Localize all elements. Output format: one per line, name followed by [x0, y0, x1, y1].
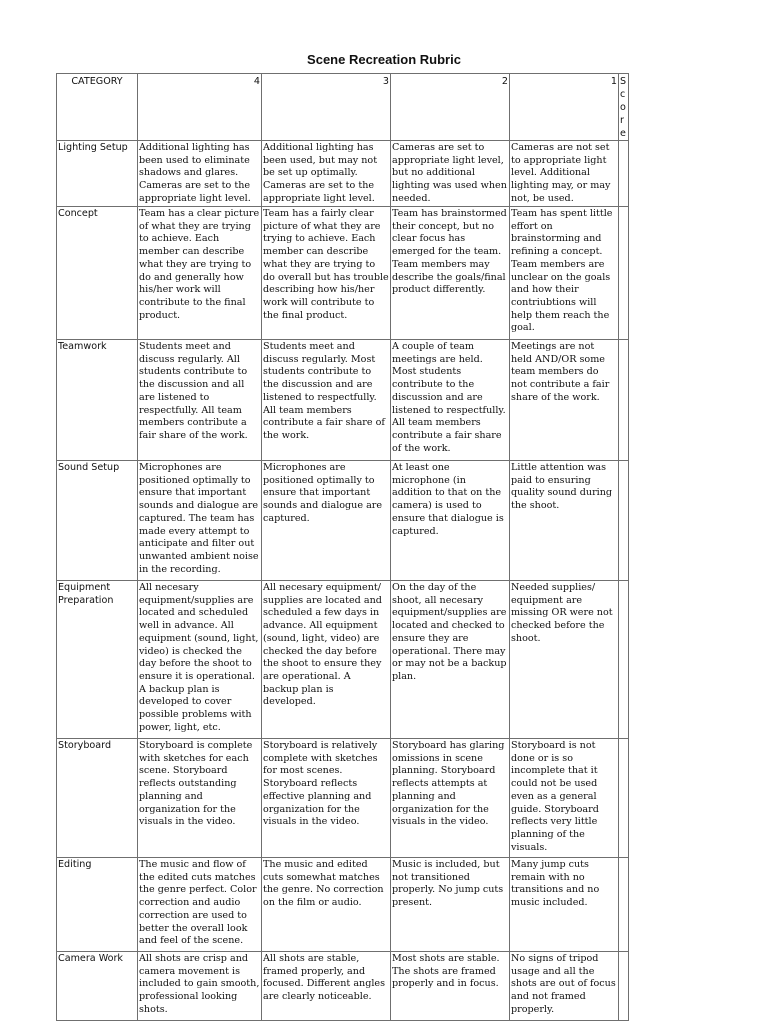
cell-level-3: Team has a fairly clear picture of what they are trying to achieve. Each member can describe what they are trying to do overall but has trouble describing how his/her work will contribute to the final product.	[262, 207, 391, 340]
score-cell[interactable]	[619, 739, 629, 858]
cell-level-2: On the day of the shoot, all necesary equipment/supplies are located and checked to ensure they are operational. There may or may not be a backup plan.	[391, 581, 510, 739]
header-score-1: 1	[510, 74, 619, 141]
cell-level-1: No signs of tripod usage and all the shots are out of focus and not framed properly.	[510, 952, 619, 1021]
score-cell[interactable]	[619, 858, 629, 952]
table-row	[57, 141, 629, 207]
cell-level-1: Meetings are not held AND/OR some team members do not contribute a fair share of the work.	[510, 340, 619, 461]
cell-level-4: The music and flow of the edited cuts matches the genre perfect. Color correction and audio correction are used to better the overall look and feel of the scene.	[138, 858, 262, 952]
table-row	[57, 207, 629, 340]
cell-level-4: Students meet and discuss regularly. All students contribute to the discussion and all are listened to respectfully. All team members contribute a fair share of the work.	[138, 340, 262, 461]
cell-level-2: A couple of team meetings are held. Most students contribute to the discussion and are listened to respectfully. All team members contribute a fair share of the work.	[391, 340, 510, 461]
score-cell[interactable]	[619, 207, 629, 340]
page-title: Scene Recreation Rubric	[307, 52, 461, 67]
header-score-2: 2	[391, 74, 510, 141]
cell-level-3: Additional lighting has been used, but may not be set up optimally. Cameras are set to the appropriate light level.	[262, 141, 391, 207]
score-cell[interactable]	[619, 581, 629, 739]
cell-level-3: All shots are stable, framed properly, and focused. Different angles are clearly noticeable.	[262, 952, 391, 1021]
cell-level-1: Many jump cuts remain with no transitions and no music included.	[510, 858, 619, 952]
cell-level-1: Team has spent little effort on brainstorming and refining a concept. Team members are unclear on the goals and how their contriubtions will help them reach the goal.	[510, 207, 619, 340]
row-category: Camera Work	[57, 952, 138, 1021]
cell-level-1: Little attention was paid to ensuring quality sound during the shoot.	[510, 461, 619, 581]
rubric-table	[56, 73, 629, 1021]
cell-level-1: Storyboard is not done or is so incomplete that it could not be used even as a general guide. Storyboard reflects very little planning of the visuals.	[510, 739, 619, 858]
cell-level-4: All shots are crisp and camera movement is included to gain smooth, professional looking shots.	[138, 952, 262, 1021]
cell-level-1: Cameras are not set to appropriate light level. Additional lighting may, or may not, be used.	[510, 141, 619, 207]
row-category: Sound Setup	[57, 461, 138, 581]
cell-level-4: Storyboard is complete with sketches for each scene. Storyboard reflects outstanding planning and organization for the visuals in the video.	[138, 739, 262, 858]
table-row	[57, 340, 629, 461]
header-category: CATEGORY	[57, 74, 138, 141]
cell-level-4: Additional lighting has been used to eliminate shadows and glares. Cameras are set to the appropriate light level.	[138, 141, 262, 207]
cell-level-1: Needed supplies/ equipment are missing OR were not checked before the shoot.	[510, 581, 619, 739]
table-row	[57, 461, 629, 581]
cell-level-3: The music and edited cuts somewhat matches the genre. No correction on the film or audio.	[262, 858, 391, 952]
cell-level-2: Team has brainstormed their concept, but no clear focus has emerged for the team. Team members may describe the goals/final product differently.	[391, 207, 510, 340]
header-row	[57, 74, 629, 141]
cell-level-3: Microphones are positioned optimally to ensure that important sounds and dialogue are captured.	[262, 461, 391, 581]
table-row	[57, 581, 629, 739]
cell-level-4: Team has a clear picture of what they are trying to achieve. Each member can describe what they are trying to do and generally how his/her work will contribute to the final product.	[138, 207, 262, 340]
table-row	[57, 739, 629, 858]
score-cell[interactable]	[619, 461, 629, 581]
score-cell[interactable]	[619, 952, 629, 1021]
row-category: Lighting Setup	[57, 141, 138, 207]
cell-level-3: All necesary equipment/ supplies are located and scheduled a few days in advance. All equipment (sound, light, video) are checked the day before the shoot to ensure they are operational. A backup plan is developed.	[262, 581, 391, 739]
cell-level-2: Cameras are set to appropriate light level, but no additional lighting was used when needed.	[391, 141, 510, 207]
row-category: Editing	[57, 858, 138, 952]
table-row	[57, 858, 629, 952]
row-category: Equipment Preparation	[57, 581, 138, 739]
header-score-4: 4	[138, 74, 262, 141]
cell-level-3: Storyboard is relatively complete with sketches for most scenes. Storyboard reflects effective planning and organization for the visuals in the video.	[262, 739, 391, 858]
score-cell[interactable]	[619, 141, 629, 207]
row-category: Storyboard	[57, 739, 138, 858]
score-cell[interactable]	[619, 340, 629, 461]
table-row	[57, 952, 629, 1021]
row-category: Teamwork	[57, 340, 138, 461]
cell-level-2: Storyboard has glaring omissions in scene planning. Storyboard reflects attempts at planning and organization for the visuals in the video.	[391, 739, 510, 858]
header-score-3: 3	[262, 74, 391, 141]
row-category: Concept	[57, 207, 138, 340]
cell-level-2: Most shots are stable. The shots are framed properly and in focus.	[391, 952, 510, 1021]
cell-level-4: All necesary equipment/supplies are located and scheduled well in advance. All equipment (sound, light, video) is checked the day before the shoot to ensure it is operational. A backup plan is developed to cover possible problems with power, light, etc.	[138, 581, 262, 739]
cell-level-3: Students meet and discuss regularly. Most students contribute to the discussion and are listened to respectfully. All team members contribute a fair share of the work.	[262, 340, 391, 461]
cell-level-2: At least one microphone (in addition to that on the camera) is used to ensure that dialogue is captured.	[391, 461, 510, 581]
cell-level-2: Music is included, but not transitioned properly. No jump cuts present.	[391, 858, 510, 952]
header-score: Score	[619, 74, 629, 141]
cell-level-4: Microphones are positioned optimally to ensure that important sounds and dialogue are captured. The team has made every attempt to anticipate and filter out unwanted ambient noise in the recording.	[138, 461, 262, 581]
